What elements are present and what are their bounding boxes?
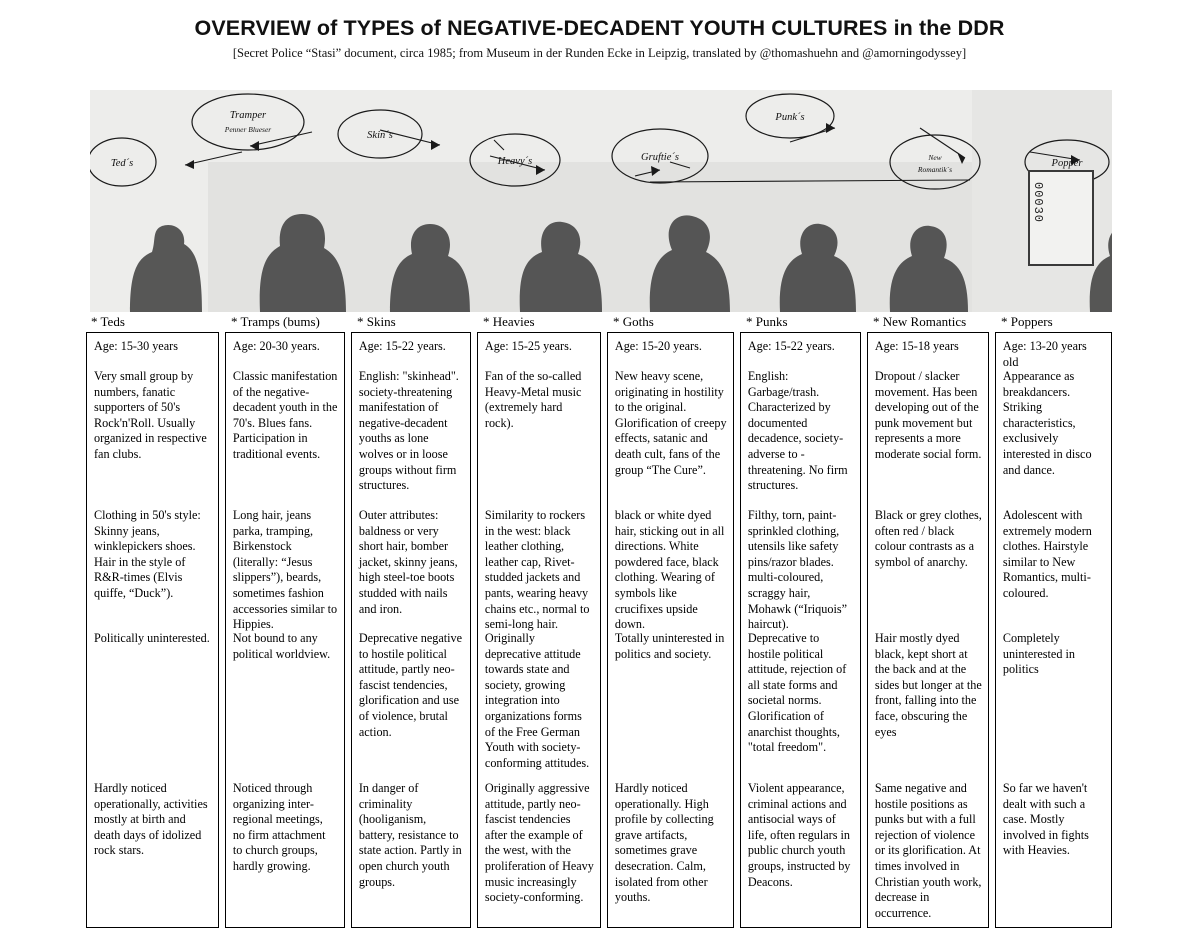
heavies-description: Fan of the so-called Heavy-Metal music (extremely hard rock). <box>484 369 582 430</box>
poppers-description: Appearance as breakdancers. Striking characteristics, exclusively interested in disco and dance. <box>1002 369 1092 477</box>
column-poppers <box>995 332 1112 928</box>
illustration-band <box>90 90 1112 312</box>
node-label-popper: Popper <box>1051 158 1083 169</box>
node-label-tramper-sub: Penner Blueser <box>224 125 272 134</box>
heavies-politics: Originally deprecative attitude towards state and society, growing integration into organizations forms of the Free German Youth with society-conforming attitudes. <box>484 631 590 770</box>
caption-new-romantics: * New Romantics <box>873 314 967 329</box>
skins-age: Age: 15-22 years. <box>358 339 446 353</box>
goths-description: New heavy scene, originating in hostility to the original. Glorification of creepy effects, satanic and death cult, fans of the group “The Cure”. <box>614 369 727 477</box>
category-columns <box>86 332 1112 928</box>
caption-poppers: * Poppers <box>1001 314 1053 329</box>
new-romantics-style: Black or grey clothes, often red / black colour contrasts as a symbol of anarchy. <box>874 508 982 569</box>
goths-notes: Hardly noticed operationally. High profile by collecting grave artifacts, sometimes grave desecration. Calm, isolated from other youths. <box>614 781 714 905</box>
category-captions <box>86 314 1112 332</box>
column-goths <box>607 332 734 928</box>
tramps-age: Age: 20-30 years. <box>232 339 320 353</box>
punks-politics: Deprecative to hostile political attitude, rejection of all state forms and societal norms. Glorification of anarchist thoughts, "total freedom". <box>747 631 847 755</box>
new-romantics-politics: Hair mostly dyed black, kept short at the back and at the sides but longer at the front, falling into the face, obscuring the eyes <box>874 631 982 739</box>
poster-page <box>0 16 1199 943</box>
node-label-teds: Ted´s <box>110 158 134 169</box>
goths-age: Age: 15-20 years. <box>614 339 702 353</box>
skins-politics: Deprecative negative to hostile political attitude, partly neo-fascist tendencies, glorification and use of violence, brutal action. <box>358 631 463 739</box>
caption-punks: * Punks <box>746 314 788 329</box>
heavies-notes: Originally aggressive attitude, partly neo-fascist tendencies after the example of the west, with the proliferation of Heavy music increasingly society-conforming. <box>484 781 594 905</box>
heavies-style: Similarity to rockers in the west: black leather clothing, leather cap, Rivet-studded jackets and pants, wearing heavy chains etc., normal to semi-long hair. <box>484 508 590 632</box>
column-punks <box>740 332 861 928</box>
page-title: OVERVIEW of TYPES of NEGATIVE-DECADENT YOUTH CULTURES in the DDR <box>194 16 1005 40</box>
teds-notes: Hardly noticed operationally, activities mostly at birth and death days of idolized rock stars. <box>94 781 208 858</box>
tramps-politics: Not bound to any political worldview. <box>232 631 331 661</box>
new-romantics-notes: Same negative and hostile positions as punks but with a full rejection of violence or its glorification. At times involved in Christian youth work, decrease in occurrence. <box>874 781 982 920</box>
tv-digits: 00030 <box>1030 182 1045 224</box>
skins-style: Outer attributes: baldness or very short hair, bomber jacket, skinny jeans, high steel-toe boots studded with nails and iron. <box>358 508 458 616</box>
network-diagram <box>90 90 1112 312</box>
node-label-skins: Skin´s <box>367 130 393 141</box>
page-subtitle: [Secret Police “Stasi” document, circa 1985; from Museum in der Runden Ecke in Leipzig, translated by @thomashuehn and @amorningodyssey] <box>232 46 967 60</box>
tramps-description: Classic manifestation of the negative-decadent youth in the 70's. Blues fans. Participation in traditional events. <box>232 369 338 462</box>
column-skins <box>351 332 471 928</box>
tramps-style: Long hair, jeans parka, tramping, Birkenstock (literally: “Jesus slippers”), beards, sometimes fashion accessories similar to Hippies. <box>232 508 338 632</box>
skins-notes: In danger of criminality (hooliganism, battery, resistance to state action. Partly in open church youth groups. <box>358 781 462 889</box>
poppers-style: Adolescent with extremely modern clothes. Hairstyle similar to New Romantics, multi-coloured. <box>1002 508 1092 601</box>
caption-teds: * Teds <box>91 314 125 329</box>
teds-style: Clothing in 50's style: Skinny jeans, winklepickers shoes. Hair in the style of R&R-times (Elvis quiffe, “Duck”). <box>94 508 201 601</box>
column-teds <box>86 332 219 928</box>
node-label-newromantiks-sub: Romantik´s <box>917 165 953 174</box>
column-new-romantics <box>867 332 989 928</box>
caption-tramps: * Tramps (bums) <box>231 314 320 329</box>
column-heavies <box>477 332 601 928</box>
node-label-newromantiks: New <box>928 153 942 162</box>
poppers-politics: Completely uninterested in politics <box>1002 631 1075 677</box>
teds-age: Age: 15-30 years <box>94 339 178 353</box>
figures-sketch <box>130 214 1112 312</box>
teds-politics: Politically uninterested. <box>94 631 210 645</box>
heavies-age: Age: 15-25 years. <box>484 339 572 353</box>
caption-skins: * Skins <box>357 314 396 329</box>
node-label-grufties: Gruftie´s <box>641 152 679 163</box>
punks-age: Age: 15-22 years. <box>747 339 835 353</box>
node-label-heavys: Heavy´s <box>497 156 533 167</box>
node-label-tramper: Tramper <box>229 110 267 121</box>
punks-notes: Violent appearance, criminal actions and antisocial ways of life, often regulars in public church youth groups, instructed by Deacons. <box>747 781 851 889</box>
column-tramps <box>225 332 345 928</box>
skins-description: English: "skinhead". society-threatening manifestation of negative-decadent youths as lone wolves or in loose groups without firm structures. <box>358 369 459 493</box>
punks-description: English: Garbage/trash. Characterized by documented decadence, society-adverse to - threatening. No firm structures. <box>747 369 848 493</box>
teds-description: Very small group by numbers, fanatic supporters of 50's Rock'n'Roll. Usually organized in respective fan clubs. <box>94 369 207 462</box>
tramps-notes: Noticed through organizing inter-regional meetings, no firm attachment to church groups, hardly growing. <box>232 781 326 874</box>
goths-style: black or white dyed hair, sticking out in all directions. White powdered face, black clothing. Wearing of symbols like crucifixes upside down. <box>614 508 725 632</box>
new-romantics-description: Dropout / slacker movement. Has been developing out of the punk movement but represents a more moderate social form. <box>874 369 982 462</box>
punks-style: Filthy, torn, paint-sprinkled clothing, utensils like safety pins/razor blades. multi-coloured, scraggy hair, Mohawk (“Iriquois” haircut). <box>747 508 847 632</box>
poppers-age: Age: 13-20 years old <box>1002 339 1087 369</box>
goths-politics: Totally uninterested in politics and society. <box>614 631 725 661</box>
new-romantics-age: Age: 15-18 years <box>874 339 959 353</box>
node-label-punks: Punk´s <box>775 112 805 123</box>
caption-heavies: * Heavies <box>483 314 535 329</box>
caption-goths: * Goths <box>613 314 654 329</box>
poppers-notes: So far we haven't dealt with such a case. Mostly involved in fights with Heavies. <box>1002 781 1089 858</box>
